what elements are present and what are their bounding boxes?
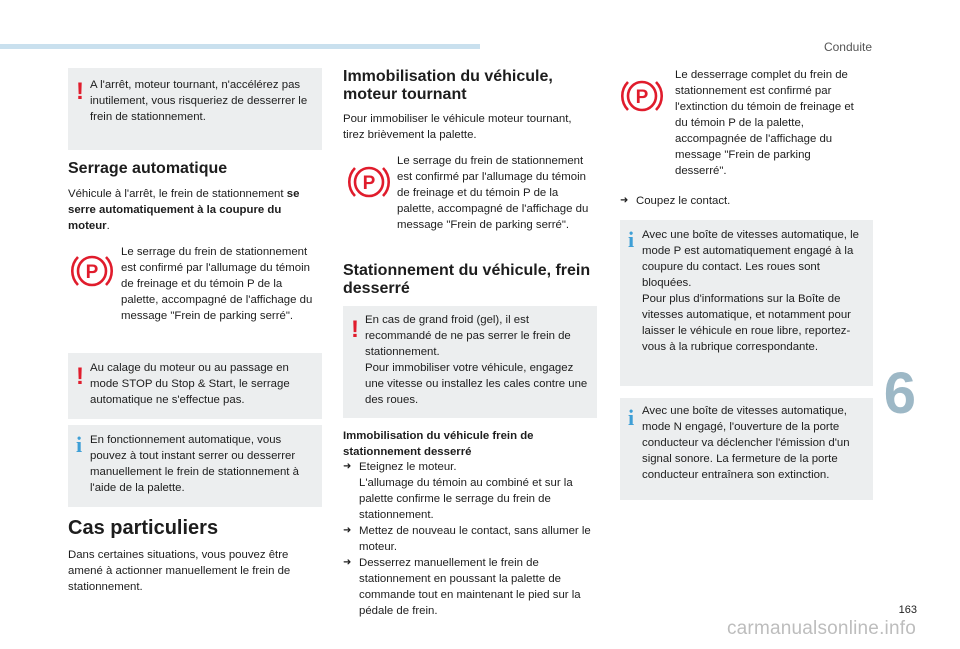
desserrage-icon-text: Le desserrage complet du frein de stationnement est confirmé par l'extinction du témoin de freinage et du témoin P de la palette, accompagnée de l'affichage du message "Frein de parking desserré". — [675, 69, 854, 177]
warning-exclamation-icon: ! — [76, 363, 84, 390]
chapter-number: 6 — [883, 361, 916, 426]
list-item: ➜ Eteignez le moteur. L'allumage du témoin au combiné et sur la palette confirme le serrage du frein de stationnement. — [343, 461, 573, 521]
warning-box-1 — [68, 68, 322, 150]
info-icon: i — [628, 227, 635, 252]
arrow-step-icon: ➜ — [343, 525, 352, 536]
steps-list — [343, 459, 599, 619]
info-icon: i — [76, 432, 83, 457]
warning-exclamation-icon: ! — [351, 316, 359, 343]
warning-text-3: En cas de grand froid (gel), il est recommandé de ne pas serrer le frein de stationnement. Pour immobiliser votre véhicule, engagez une vitesse ou installez les cales contre une des roues. — [365, 314, 588, 406]
arrow-step-icon: ➜ — [620, 195, 629, 206]
info-box-3 — [620, 398, 873, 500]
warning-text-1: A l'arrêt, moteur tournant, n'accélérez pas inutilement, vous risqueriez de desserrer le frein de stationnement. — [90, 79, 308, 123]
svg-text:P: P — [635, 87, 649, 108]
serrage-paragraph: Véhicule à l'arrêt, le frein de stationnement se serre automatiquement à la coupure du moteur. — [68, 188, 300, 232]
watermark: carmanualsonline.info — [726, 618, 916, 639]
heading-immobilisation: Immobilisation du véhicule, moteur tournant — [343, 68, 553, 103]
info-icon: i — [628, 405, 635, 430]
immob-icon-text: Le serrage du frein de stationnement est confirmé par l'allumage du témoin de freinage et du témoin P de la palette, accompagné de l'affichage du message "Frein de parking serré". — [397, 155, 589, 231]
immob-paragraph: Pour immobiliser le véhicule moteur tournant, tirez brièvement la palette. — [343, 113, 572, 141]
svg-text:P: P — [85, 262, 99, 283]
heading-stationnement: Stationnement du véhicule, frein desserré — [343, 262, 591, 297]
warning-box-3 — [343, 306, 597, 418]
warning-box-2 — [68, 353, 322, 419]
warning-text-2: Au calage du moteur ou au passage en mode STOP du Stop & Start, le serrage automatique ne s'effectue pas. — [90, 362, 290, 406]
immob-frein-title: Immobilisation du véhicule frein de stationnement desserré — [343, 430, 534, 458]
warning-exclamation-icon: ! — [76, 78, 84, 105]
info-box-2 — [620, 220, 873, 386]
info-text-2: Avec une boîte de vitesses automatique, le mode P est automatiquement engagé à la coupure du contact. Les roues sont bloquées. Pour plus d'informations sur la Boîte de vitesses automatique, et notamment pour laisser le véhicule en roue libre, reportez-vous à la rubrique correspondante. — [642, 229, 859, 353]
page-number: 163 — [898, 604, 917, 616]
info-text-3: Avec une boîte de vitesses automatique, mode N engagé, l'ouverture de la porte conducteur va déclencher l'émission d'un signal sonore. La fermeture de la porte conducteur entraînera son extinction. — [642, 405, 850, 481]
heading-cas-particuliers: Cas particuliers — [68, 517, 219, 539]
header-accent-bar — [0, 44, 480, 49]
list-item: ➜ Mettez de nouveau le contact, sans allumer le moteur. — [343, 525, 591, 553]
parking-brake-p-icon — [69, 248, 115, 294]
serrage-icon-text: Le serrage du frein de stationnement est confirmé par l'allumage du témoin de freinage et du témoin P de la palette, accompagné de l'affichage du message "Frein de parking serré". — [121, 246, 313, 322]
arrow-step-icon: ➜ — [343, 461, 352, 472]
parking-brake-p-icon — [346, 159, 392, 205]
section-title: Conduite — [823, 40, 872, 54]
svg-text:P: P — [362, 173, 376, 194]
info-box-1 — [68, 425, 322, 507]
info-text-1: En fonctionnement automatique, vous pouvez à tout instant serrer ou desserrer manuellement le frein de stationnement à l'aide de la palette. — [90, 434, 299, 494]
parking-brake-p-icon — [619, 73, 665, 119]
arrow-step-icon: ➜ — [343, 557, 352, 568]
heading-serrage-automatique: Serrage automatique — [68, 160, 228, 177]
step-coupez-contact: ➜ Coupez le contact. — [620, 195, 731, 207]
list-item: ➜ Desserrez manuellement le frein de stationnement en poussant la palette de commande tout en maintenant le pied sur la pédale de frein. — [343, 557, 581, 617]
cas-paragraph: Dans certaines situations, vous pouvez être amené à actionner manuellement le frein de stationnement. — [68, 549, 291, 593]
